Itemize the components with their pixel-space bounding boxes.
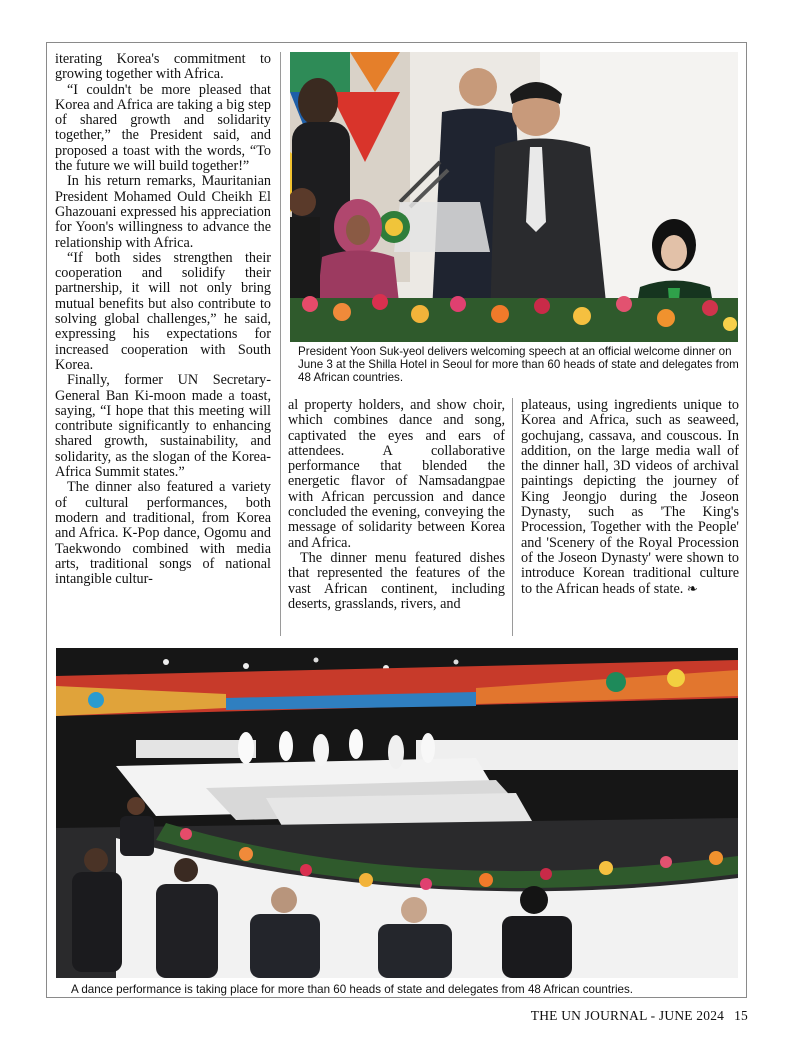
publication-name: THE UN JOURNAL - JUNE 2024: [530, 1008, 725, 1023]
column-divider: [512, 398, 513, 636]
paragraph-text: plateaus, using ingredients unique to Korea and Africa, such as seaweed, gochujang, cassava, and couscous. In addition, on the large media wall of the dinner hall, 3D videos of archival paintings depicting the journey of King Jeongjo during the Joseon Dynasty, such as 'The King's Procession, Together with the People' and 'Scenery of the Royal Procession of the Joseon Dynasty' were shown to introduce Korean traditional culture to the African heads of state.: [521, 397, 739, 597]
dance-performance-photo: [56, 648, 738, 978]
text-column-2: [288, 398, 505, 612]
paragraph: “I couldn't be more pleased that Korea and Africa are taking a big step of shared growth and solidarity together,” the President said, and proposed a toast with the words, “To the future we will build together!”: [55, 81, 271, 175]
paragraph: The dinner menu featured dishes that represented the features of the vast African continent, including deserts, grasslands, rivers, and: [288, 549, 505, 612]
dance-photo-caption: A dance performance is taking place for more than 60 heads of state and delegates from 48 African countries.: [71, 983, 633, 996]
page-footer: [531, 1008, 748, 1024]
paragraph: [521, 398, 739, 597]
page-number: 15: [734, 1008, 748, 1023]
paragraph: iterating Korea's commitment to growing together with Africa.: [55, 51, 271, 83]
text-column-1: [55, 52, 271, 587]
speech-photo: [290, 52, 738, 342]
end-of-article-mark: ❧: [686, 581, 698, 597]
paragraph: The dinner also featured a variety of cultural performances, both modern and traditional, from Korea and Africa. K-Pop dance, Ogomu and Taekwondo combined with media arts, traditional songs of national intangible cultur-: [55, 479, 271, 588]
column-divider: [280, 52, 281, 636]
paragraph: In his return remarks, Mauritanian President Mohamed Ould Cheikh El Ghazouani expressed his appreciation for Yoon's willingness to advance the relationship with Africa.: [55, 173, 271, 251]
paragraph: Finally, former UN Secretary-General Ban Ki-moon made a toast, saying, “I hope that this meeting will contribute significantly to enhancing shared growth, sustainability, and solidarity, as the slogan of the Korea-Africa Summit states.”: [55, 372, 271, 481]
speech-photo-caption: President Yoon Suk-yeol delivers welcoming speech at an official welcome dinner on June 3 at the Shilla Hotel in Seoul for more than 60 heads of state and delegates from 48 African countries.: [298, 345, 739, 384]
paragraph: “If both sides strengthen their cooperation and solidify their partnership, it will not only bring mutual benefits but also contribute to solving global challenges,” he said, expressing his expectations for increased cooperation with South Korea.: [55, 249, 271, 373]
paragraph: al property holders, and show choir, which combines dance and song, captivated the eyes and ears of attendees. A collaborative performance that blended the energetic flavor of Namsadangpae with African percussion and dance concluded the evening, conveying the message of solidarity between Korea and Africa.: [288, 397, 505, 551]
text-column-3: [521, 398, 739, 597]
